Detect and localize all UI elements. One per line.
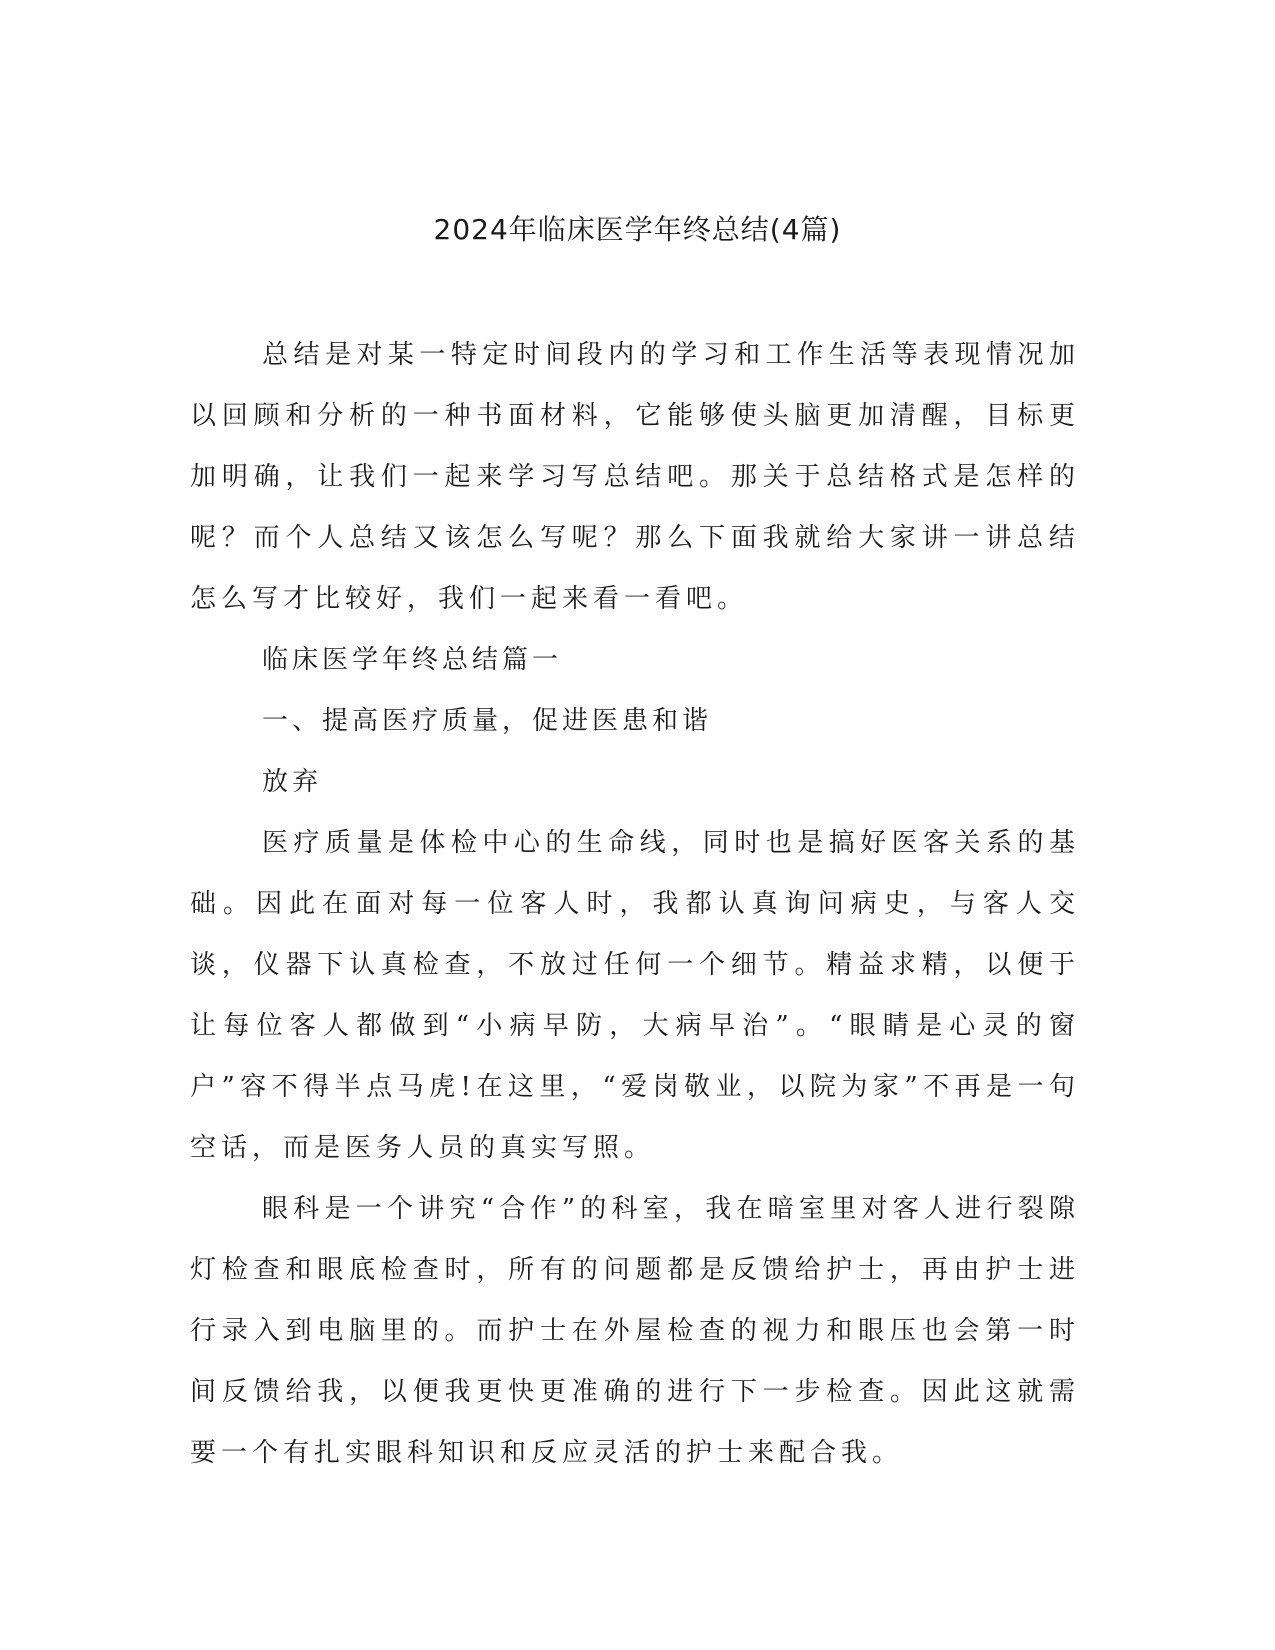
section-heading: 临床医学年终总结篇一 bbox=[262, 645, 563, 675]
intro-paragraph: 总结是对某一特定时间段内的学习和工作生活等表现情况加以回顾和分析的一种书面材料，它能够使头脑更加清醒，目标更加明确，让我们一起来学习写总结吧。那关于总结格式是怎样的呢？而个人总结又该怎么写呢？那么下面我就给大家讲一讲总结怎么写才比较好，我们一起来看一看吧。 bbox=[190, 340, 1080, 614]
subsection-heading: 一、提高医疗质量，促进医患和谐 bbox=[262, 706, 713, 736]
document-title: 2024年临床医学年终总结(4篇) bbox=[433, 213, 842, 246]
short-paragraph: 放弃 bbox=[262, 767, 323, 797]
document-body bbox=[190, 325, 1080, 1484]
body-paragraph: 医疗质量是体检中心的生命线，同时也是搞好医客关系的基础。因此在面对每一位客人时，我都认真询问病史，与客人交谈，仪器下认真检查，不放过任何一个细节。精益求精，以便于让每位客人都做到“小病早防，大病早治”。“眼睛是心灵的窗户”容不得半点马虎!在这里，“爱岗敬业，以院为家”不再是一句空话，而是医务人员的真实写照。 bbox=[190, 828, 1080, 1163]
body-paragraph: 眼科是一个讲究“合作”的科室，我在暗室里对客人进行裂隙灯检查和眼底检查时，所有的问题都是反馈给护士，再由护士进行录入到电脑里的。而护士在外屋检查的视力和眼压也会第一时间反馈给我，以便我更快更准确的进行下一步检查。因此这就需要一个有扎实眼科知识和反应灵活的护士来配合我。 bbox=[190, 1194, 1080, 1468]
